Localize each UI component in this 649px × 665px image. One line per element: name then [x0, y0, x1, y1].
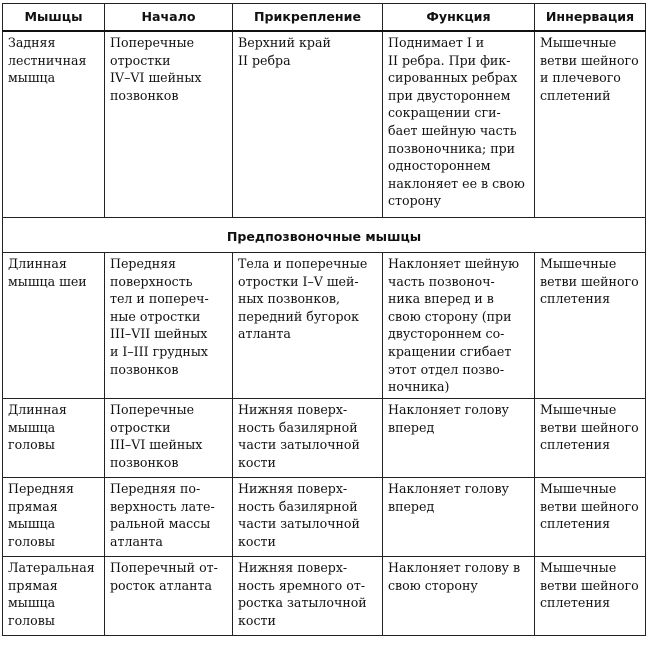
insertion-cell: Тела и поперечные отростки I–V шей- ных позвонков, передний бугорок атланта — [233, 253, 383, 399]
muscles-table — [2, 3, 646, 636]
innervation-cell: Мышечные ветви шейного сплетения — [535, 557, 646, 636]
origin-cell: Поперечный от- росток атланта — [105, 557, 233, 636]
innervation-cell: Мышечные ветви шейного сплетения — [535, 253, 646, 399]
table-row — [3, 31, 646, 218]
function-cell: Наклоняет шейную часть позвоноч- ника вперед и в свою сторону (при двустороннем со- кращении сгибает этот отдел позво- ночника) — [383, 253, 535, 399]
insertion-cell: Нижняя поверх- ность базилярной части затылочной кости — [233, 399, 383, 478]
muscle-cell: Латеральная прямая мышца головы — [3, 557, 105, 636]
header-innervation: Иннервация — [535, 4, 646, 32]
header-insertion: Прикрепление — [233, 4, 383, 32]
header-origin: Начало — [105, 4, 233, 32]
muscle-cell: Длинная мышца шеи — [3, 253, 105, 399]
muscle-cell: Задняя лестничная мышца — [3, 31, 105, 218]
origin-cell: Поперечные отростки III–VI шейных позвонков — [105, 399, 233, 478]
innervation-cell: Мышечные ветви шейного и плечевого сплетений — [535, 31, 646, 218]
section-title: Предпозвоночные мышцы — [3, 218, 646, 253]
insertion-cell: Нижняя поверх- ность базилярной части затылочной кости — [233, 478, 383, 557]
section-row — [3, 218, 646, 253]
header-row — [3, 4, 646, 32]
innervation-cell: Мышечные ветви шейного сплетения — [535, 478, 646, 557]
function-cell: Наклоняет голову вперед — [383, 399, 535, 478]
table-row — [3, 253, 646, 399]
function-cell: Наклоняет голову вперед — [383, 478, 535, 557]
table-row — [3, 557, 646, 636]
muscle-cell: Передняя прямая мышца головы — [3, 478, 105, 557]
function-cell: Поднимает I и II ребра. При фик- сированных ребрах при двустороннем сокращении сги- бает шейную часть позвоночника; при одностороннем наклоняет ее в свою сторону — [383, 31, 535, 218]
insertion-cell: Нижняя поверх- ность яремного от- ростка затылочной кости — [233, 557, 383, 636]
function-cell: Наклоняет голову в свою сторону — [383, 557, 535, 636]
origin-cell: Поперечные отростки IV–VI шейных позвонков — [105, 31, 233, 218]
insertion-cell: Верхний край II ребра — [233, 31, 383, 218]
header-muscles: Мышцы — [3, 4, 105, 32]
muscle-cell: Длинная мышца головы — [3, 399, 105, 478]
header-function: Функция — [383, 4, 535, 32]
table-row — [3, 478, 646, 557]
origin-cell: Передняя по- верхность лате- ральной массы атланта — [105, 478, 233, 557]
innervation-cell: Мышечные ветви шейного сплетения — [535, 399, 646, 478]
origin-cell: Передняя поверхность тел и попереч- ные отростки III–VII шейных и I–III грудных позвонков — [105, 253, 233, 399]
table-row — [3, 399, 646, 478]
